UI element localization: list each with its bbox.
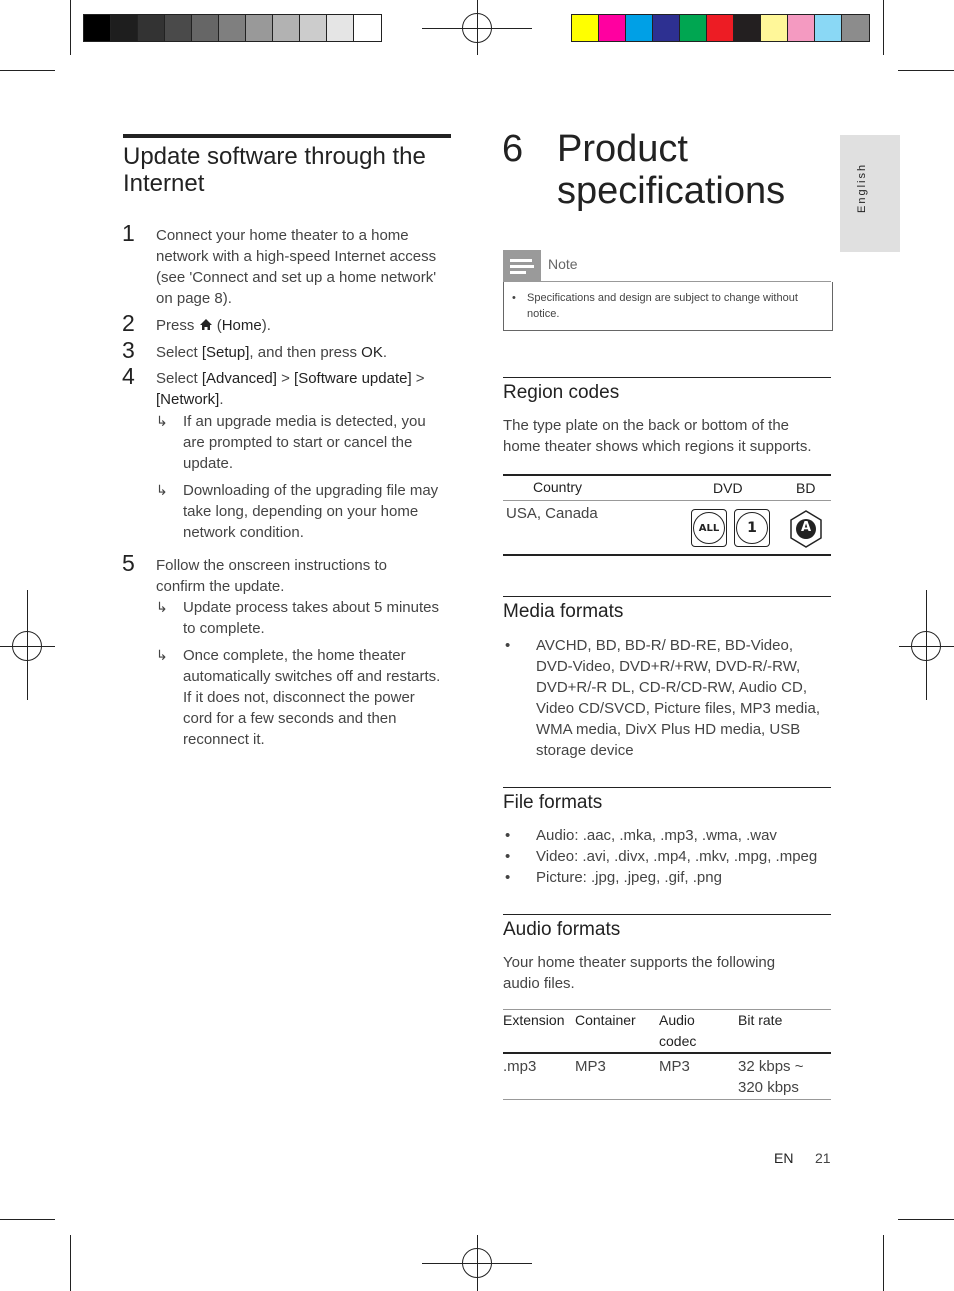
table-header: BD <box>796 480 816 496</box>
file-list <box>505 825 835 888</box>
process-color-bar <box>571 14 870 42</box>
section-rule <box>503 914 831 915</box>
result-arrow-icon: ↳ <box>156 413 168 429</box>
step-number: 5 <box>122 550 135 576</box>
color-swatch <box>327 15 354 41</box>
note-bullet: • <box>512 292 516 304</box>
media-bullet: • <box>505 637 511 654</box>
page-number: 21 <box>815 1150 831 1166</box>
region-desc: The type plate on the back or bottom of the home theater shows which regions it supports. <box>503 417 812 455</box>
result-text: Once complete, the home theater automatically switches off and restarts. If it does not, disconnect the power cord for a few seconds and then reconnect it. <box>183 647 441 748</box>
file-title: File formats <box>503 792 603 813</box>
color-swatch <box>626 15 653 41</box>
result-arrow-icon: ↳ <box>156 482 168 498</box>
color-swatch <box>192 15 219 41</box>
step-text: Select [Setup], and then press OK. <box>156 344 388 361</box>
table-cell: 32 kbps ~ 320 kbps <box>738 1058 804 1096</box>
table-header: DVD <box>713 480 743 496</box>
table-header: Container <box>575 1012 636 1028</box>
color-swatch <box>653 15 680 41</box>
color-swatch <box>273 15 300 41</box>
result-arrow-icon: ↳ <box>156 647 168 663</box>
table-header: Extension <box>503 1012 565 1028</box>
color-swatch <box>680 15 707 41</box>
table-header: Bit rate <box>738 1012 783 1028</box>
color-swatch <box>788 15 815 41</box>
color-swatch <box>219 15 246 41</box>
step-text: Select [Advanced] > [Software update] > [Network]. <box>156 370 425 408</box>
table-header: Country <box>533 479 583 495</box>
region-all-icon: ALL <box>691 509 727 547</box>
section-rule <box>123 134 451 138</box>
chapter-title: Product specifications <box>557 128 786 212</box>
grayscale-color-bar <box>83 14 382 42</box>
result-text: Update process takes about 5 minutes to complete. <box>183 599 439 637</box>
color-swatch <box>761 15 788 41</box>
color-swatch <box>815 15 842 41</box>
home-icon <box>199 318 213 331</box>
note-label: Note <box>548 256 578 272</box>
note-icon <box>503 250 541 282</box>
table-cell: .mp3 <box>503 1058 537 1075</box>
color-swatch <box>84 15 111 41</box>
table-cell: USA, Canada <box>506 505 598 522</box>
color-swatch <box>165 15 192 41</box>
table-header: Audio codec <box>659 1012 697 1049</box>
language-side-tab <box>840 135 900 252</box>
list-item: • Video: .avi, .divx, .mp4, .mkv, .mpg, .mpeg <box>505 848 818 865</box>
step-text: Connect your home theater to a home network with a high-speed Internet access (see 'Connect and set up a home network' on page 8). <box>156 227 437 307</box>
table-rule <box>503 500 831 501</box>
step-text: Follow the onscreen instructions to confirm the update. <box>156 557 387 595</box>
region-title: Region codes <box>503 382 620 403</box>
color-swatch <box>842 15 869 41</box>
audio-title: Audio formats <box>503 919 621 940</box>
section-rule <box>503 377 831 378</box>
color-swatch <box>734 15 761 41</box>
result-text: If an upgrade media is detected, you are prompted to start or cancel the update. <box>183 413 426 472</box>
audio-desc: Your home theater supports the following audio files. <box>503 954 776 992</box>
media-title: Media formats <box>503 601 624 622</box>
table-cell: MP3 <box>659 1058 690 1075</box>
list-item: • Picture: .jpg, .jpeg, .gif, .png <box>505 869 722 886</box>
color-swatch <box>354 15 381 41</box>
footer-lang: EN <box>774 1150 794 1166</box>
color-swatch <box>572 15 599 41</box>
color-swatch <box>707 15 734 41</box>
step-number: 3 <box>122 337 135 363</box>
color-swatch <box>138 15 165 41</box>
color-swatch <box>246 15 273 41</box>
language-tab-label: English <box>856 162 868 213</box>
result-text: Downloading of the upgrading file may take long, depending on your home network condition. <box>183 482 439 541</box>
color-swatch <box>599 15 626 41</box>
step-number: 2 <box>122 310 135 336</box>
table-cell: MP3 <box>575 1058 606 1075</box>
color-swatch <box>300 15 327 41</box>
step-number: 4 <box>122 363 135 389</box>
section-title: Update software through the Internet <box>123 143 426 197</box>
table-rule <box>503 1099 831 1100</box>
section-rule <box>503 787 831 788</box>
step-text: Press (Home). <box>156 317 271 334</box>
table-rule <box>503 1052 831 1054</box>
step-number: 1 <box>122 220 135 246</box>
region-1-icon: 1 <box>734 509 770 547</box>
region-a-icon: A <box>788 509 824 549</box>
chapter-number: 6 <box>502 128 524 170</box>
table-rule <box>503 474 831 476</box>
result-arrow-icon: ↳ <box>156 599 168 615</box>
table-rule <box>503 554 831 556</box>
list-item: • Audio: .aac, .mka, .mp3, .wma, .wav <box>505 827 777 844</box>
section-rule <box>503 596 831 597</box>
media-list: AVCHD, BD, BD-R/ BD-RE, BD-Video, DVD-Video, DVD+R/+RW, DVD-R/-RW, DVD+R/-R DL, CD-R/CD-RW, Audio CD, Video CD/SVCD, Picture files, MP3 media, WMA media, DivX Plus HD media, USB storage device <box>536 637 820 759</box>
color-swatch <box>111 15 138 41</box>
note-text: Specifications and design are subject to change without notice. <box>527 292 798 320</box>
